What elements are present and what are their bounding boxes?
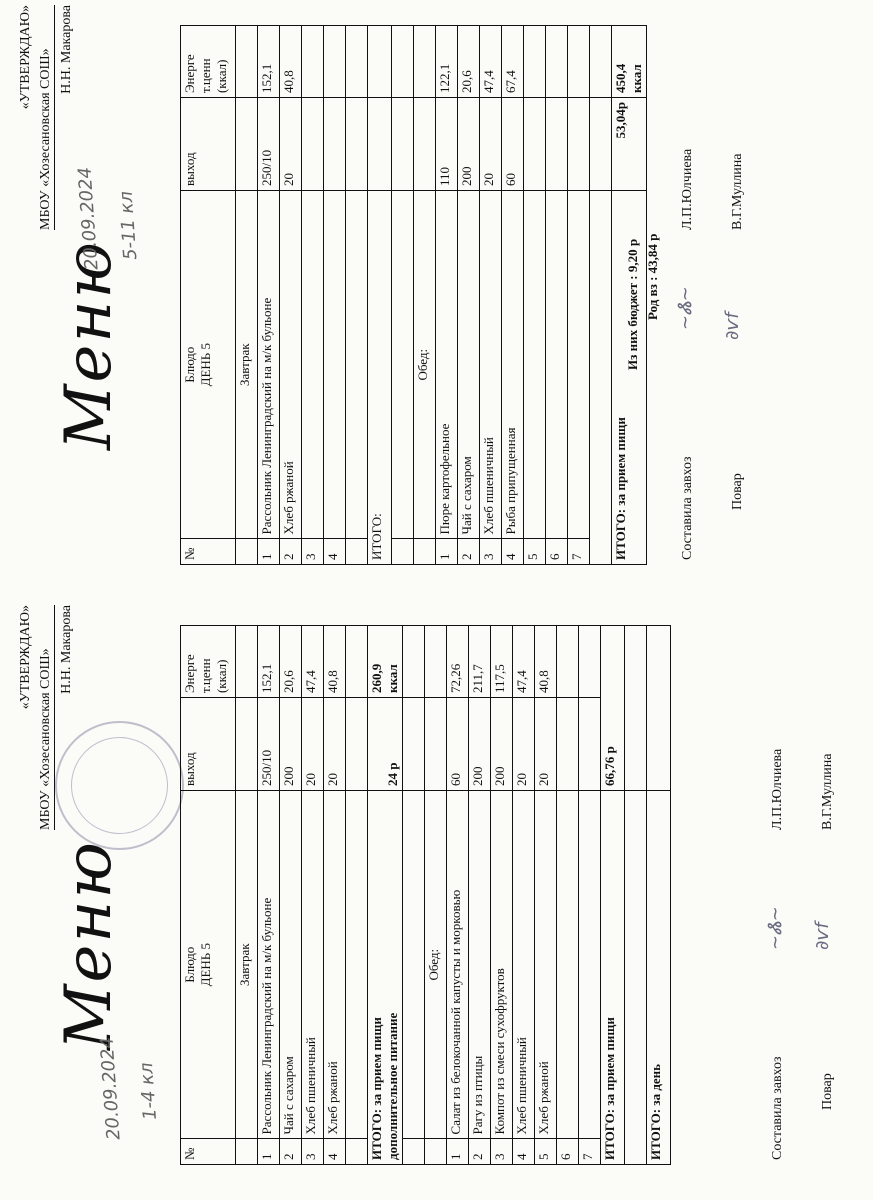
- total-breakfast-row: [368, 26, 392, 565]
- header-yield: выход: [181, 98, 236, 191]
- cell-energy: 152,1: [258, 26, 280, 98]
- approval-block: [18, 5, 75, 230]
- total-lunch-label: ИТОГО: за прием пищи: [601, 790, 625, 1164]
- total-breakfast-price: 24 р: [368, 698, 403, 791]
- cell-dish: Хлеб пшеничный: [513, 790, 535, 1138]
- cell-empty: [346, 698, 368, 791]
- cell-yield: 20: [302, 698, 324, 791]
- handwritten-classes: 5-11 кл: [115, 190, 142, 261]
- cell-yield: 20: [480, 98, 502, 191]
- cell-yield: [546, 98, 568, 191]
- header-energy: Энерге т.ценн (ккал): [181, 626, 236, 698]
- total-energy-value: 260,9: [369, 663, 384, 694]
- cell-empty: [346, 98, 368, 191]
- cell-energy: 117,5: [491, 626, 513, 698]
- approval-org: МБОУ «Хозесановская СОШ»: [38, 5, 55, 230]
- spacer-row: [625, 626, 647, 1165]
- cell-empty: [625, 790, 647, 1164]
- cell-num: 4: [324, 1139, 346, 1165]
- table-row: [258, 626, 280, 1165]
- cell-empty: [236, 698, 258, 791]
- table-header: [181, 26, 236, 565]
- cell-yield: 200: [280, 698, 302, 791]
- header-day-label: ДЕНЬ 5: [198, 943, 213, 987]
- cell-empty: [414, 26, 436, 98]
- cell-dish: Чай с сахаром: [458, 190, 480, 538]
- cell-energy: 40,8: [280, 26, 302, 98]
- cell-dish: [557, 790, 579, 1138]
- section-breakfast: Завтрак: [236, 790, 258, 1138]
- cell-num: 2: [280, 1139, 302, 1165]
- table-row: [535, 626, 557, 1165]
- cell-num: 4: [502, 539, 524, 565]
- cell-energy: [568, 26, 590, 98]
- cell-num: 4: [324, 539, 346, 565]
- total-lunch-price: 66,76 р: [601, 626, 625, 791]
- spacer-row: [590, 26, 612, 565]
- cook-name: В.Г.Муллина: [820, 753, 835, 830]
- storekeeper-label: Составила завхоз: [770, 1056, 785, 1160]
- menu-table: [180, 625, 671, 1165]
- spacer-row: [346, 26, 368, 565]
- cell-empty: [392, 190, 414, 538]
- cell-empty: [392, 26, 414, 98]
- cell-num: 1: [258, 539, 280, 565]
- cell-empty: [425, 698, 447, 791]
- cell-empty: [236, 1139, 258, 1165]
- total-lunch-energy: [612, 26, 647, 98]
- table-row: [557, 626, 579, 1165]
- table-row: [546, 26, 568, 565]
- menu-title: Меню: [52, 240, 126, 450]
- cell-dish: Рагу из птицы: [469, 790, 491, 1138]
- approval-director: Н.Н. Макарова: [59, 605, 74, 694]
- cell-dish: Салат из белокочанной капусты и морковью: [447, 790, 469, 1138]
- header-yield: выход: [181, 698, 236, 791]
- table-row: [447, 626, 469, 1165]
- cell-energy: [579, 626, 601, 698]
- cell-dish: [579, 790, 601, 1138]
- cell-num: 7: [579, 1139, 601, 1165]
- cell-empty: [590, 26, 612, 98]
- cell-empty: [346, 1139, 368, 1165]
- storekeeper-label: Составила завхоз: [680, 456, 695, 560]
- signature-icon: ~Ꮬ~: [675, 286, 696, 330]
- cell-energy: [557, 626, 579, 698]
- cell-num: 2: [469, 1139, 491, 1165]
- cell-empty: [403, 790, 425, 1138]
- total-lunch-price: 53,04р: [612, 98, 647, 191]
- cell-yield: [302, 98, 324, 191]
- cell-empty: [403, 626, 425, 698]
- cell-num: 2: [458, 539, 480, 565]
- menu-title: Меню: [52, 840, 126, 1050]
- cell-energy: [524, 26, 546, 98]
- storekeeper-name: Л.П.Юлчиева: [680, 148, 695, 230]
- table-row: [324, 626, 346, 1165]
- cell-empty: [236, 539, 258, 565]
- spacer-row: [392, 26, 414, 565]
- cell-dish: Хлеб пшеничный: [480, 190, 502, 538]
- cell-yield: 20: [324, 698, 346, 791]
- handwritten-classes: 1-4 кл: [136, 1061, 161, 1121]
- cell-yield: 200: [491, 698, 513, 791]
- cell-energy: 67,4: [502, 26, 524, 98]
- storekeeper-name: Л.П.Юлчиева: [770, 748, 785, 830]
- cell-dish: Рассольник Ленинградский на м/к бульоне: [258, 190, 280, 538]
- menu-grades-1-4: [0, 600, 873, 1200]
- cell-empty: [346, 539, 368, 565]
- cell-energy: 20,6: [458, 26, 480, 98]
- cell-empty: [425, 626, 447, 698]
- cell-yield: 200: [458, 98, 480, 191]
- cell-yield: 20: [280, 98, 302, 191]
- cell-dish: Пюре картофельное: [436, 190, 458, 538]
- cell-energy: 72,26: [447, 626, 469, 698]
- cell-empty: [346, 790, 368, 1138]
- header-energy: Энерге т.ценн (ккал): [181, 26, 236, 98]
- cell-energy: 40,8: [324, 626, 346, 698]
- cell-num: 5: [535, 1139, 557, 1165]
- cell-energy: 152,1: [258, 626, 280, 698]
- cell-dish: [568, 190, 590, 538]
- cell-energy: 40,8: [535, 626, 557, 698]
- cell-yield: [568, 98, 590, 191]
- cell-empty: [647, 626, 671, 791]
- cell-empty: [368, 26, 392, 98]
- table-row: [502, 26, 524, 565]
- cook-name: В.Г.Муллина: [730, 153, 745, 230]
- approval-director: Н.Н. Макарова: [59, 5, 74, 94]
- section-lunch: Обед:: [414, 190, 436, 538]
- cell-yield: 110: [436, 98, 458, 191]
- cell-empty: [403, 698, 425, 791]
- cell-yield: [557, 698, 579, 791]
- table-row: [324, 26, 346, 565]
- cell-empty: [625, 626, 647, 791]
- total-breakfast-label: ИТОГО:: [368, 190, 392, 564]
- total-energy-value: 450,4: [613, 63, 628, 94]
- section-row: [236, 626, 258, 1165]
- cell-energy: 47,4: [513, 626, 535, 698]
- total-energy-unit: ккал: [385, 664, 400, 694]
- total-breakfast-energy: [368, 626, 403, 698]
- table-row: [568, 26, 590, 565]
- header-num: №: [181, 1139, 236, 1165]
- cell-dish: Хлеб ржаной: [280, 190, 302, 538]
- handwritten-date: 20.09.2024: [74, 166, 103, 271]
- cell-energy: [324, 26, 346, 98]
- cell-energy: [302, 26, 324, 98]
- total-label-line2: дополнительное питание: [385, 1012, 400, 1160]
- cell-empty: [392, 539, 414, 565]
- parent-line: Род вз : 43,84 р: [645, 233, 660, 320]
- approval-label: «УТВЕРЖДАЮ»: [18, 605, 33, 710]
- cell-dish: [324, 190, 346, 538]
- table-row: [258, 26, 280, 565]
- cell-empty: [590, 190, 612, 564]
- section-lunch: Обед:: [425, 790, 447, 1138]
- section-row: [236, 26, 258, 565]
- cell-num: 4: [513, 1139, 535, 1165]
- approval-block: [18, 605, 75, 830]
- approval-org: МБОУ «Хозесановская СОШ»: [38, 605, 55, 830]
- table-row: [469, 626, 491, 1165]
- cell-empty: [414, 98, 436, 191]
- cell-yield: [524, 98, 546, 191]
- cell-empty: [425, 1139, 447, 1165]
- cell-num: 1: [258, 1139, 280, 1165]
- spacer-row: [346, 626, 368, 1165]
- cell-empty: [346, 190, 368, 538]
- cell-dish: [546, 190, 568, 538]
- cell-yield: 60: [447, 698, 469, 791]
- cell-dish: [524, 190, 546, 538]
- table-header: [181, 626, 236, 1165]
- cell-num: 2: [280, 539, 302, 565]
- cell-dish: Хлеб пшеничный: [302, 790, 324, 1138]
- total-lunch-row: [601, 626, 625, 1165]
- section-row: [414, 26, 436, 565]
- cell-yield: 250/10: [258, 698, 280, 791]
- cell-energy: 47,4: [480, 26, 502, 98]
- cell-empty: [368, 98, 392, 191]
- cell-energy: 47,4: [302, 626, 324, 698]
- total-breakfast-label: [368, 790, 403, 1164]
- signature-icon: ∂ѵf: [722, 312, 743, 340]
- cell-dish: Хлеб ржаной: [535, 790, 557, 1138]
- cook-label: Повар: [820, 1073, 835, 1110]
- total-day-label: ИТОГО: за день: [647, 790, 671, 1164]
- cell-empty: [590, 98, 612, 191]
- header-dish-label: Блюдо: [182, 946, 197, 983]
- cell-energy: 211,7: [469, 626, 491, 698]
- handwritten-date: 20.09.2024: [96, 1036, 125, 1141]
- header-num: №: [181, 539, 236, 565]
- cell-yield: 250/10: [258, 98, 280, 191]
- spacer-row: [403, 626, 425, 1165]
- table-row: [491, 626, 513, 1165]
- table-row: [302, 626, 324, 1165]
- cell-empty: [346, 26, 368, 98]
- cell-yield: 60: [502, 98, 524, 191]
- total-breakfast-row: [368, 626, 403, 1165]
- table-row: [280, 626, 302, 1165]
- cell-yield: 20: [535, 698, 557, 791]
- menu-table: [180, 25, 647, 565]
- cell-dish: Рассольник Ленинградский на м/к бульоне: [258, 790, 280, 1138]
- total-lunch-label: ИТОГО: за прием пищи: [612, 190, 647, 564]
- cell-yield: 20: [513, 698, 535, 791]
- cell-dish: Компот из смеси сухофруктов: [491, 790, 513, 1138]
- cell-yield: [324, 98, 346, 191]
- cell-energy: 122,1: [436, 26, 458, 98]
- cell-empty: [392, 98, 414, 191]
- cell-num: 6: [557, 1139, 579, 1165]
- table-row: [524, 26, 546, 565]
- table-row: [480, 26, 502, 565]
- table-row: [302, 26, 324, 565]
- total-energy-unit: ккал: [629, 64, 644, 94]
- cell-empty: [236, 626, 258, 698]
- total-label-line1: ИТОГО: за прием пищи: [369, 1017, 384, 1160]
- table-row: [513, 626, 535, 1165]
- signature-icon: ∂ѵf: [812, 922, 833, 950]
- cell-num: 7: [568, 539, 590, 565]
- section-breakfast: Завтрак: [236, 190, 258, 538]
- header-dish: [181, 190, 236, 538]
- header-day-label: ДЕНЬ 5: [198, 343, 213, 387]
- table-row: [458, 26, 480, 565]
- signature-icon: ~Ꮬ~: [765, 906, 786, 950]
- cell-empty: [403, 1139, 425, 1165]
- total-day-row: [647, 626, 671, 1165]
- cell-num: 3: [302, 539, 324, 565]
- header-dish: [181, 790, 236, 1138]
- approval-label: «УТВЕРЖДАЮ»: [18, 5, 33, 110]
- cook-label: Повар: [730, 473, 745, 510]
- cell-dish: [302, 190, 324, 538]
- cell-dish: Рыба припущенная: [502, 190, 524, 538]
- cell-yield: 200: [469, 698, 491, 791]
- cell-num: 5: [524, 539, 546, 565]
- cell-num: 1: [436, 539, 458, 565]
- cell-empty: [236, 26, 258, 98]
- cell-energy: [546, 26, 568, 98]
- cell-empty: [346, 626, 368, 698]
- header-dish-label: Блюдо: [182, 346, 197, 383]
- cell-yield: [579, 698, 601, 791]
- cell-dish: Чай с сахаром: [280, 790, 302, 1138]
- cell-dish: Хлеб ржаной: [324, 790, 346, 1138]
- table-row: [579, 626, 601, 1165]
- cell-num: 1: [447, 1139, 469, 1165]
- budget-line: Из них бюджет : 9,20 р: [625, 238, 640, 370]
- cell-num: 6: [546, 539, 568, 565]
- cell-empty: [236, 98, 258, 191]
- table-row: [280, 26, 302, 565]
- cell-num: 3: [491, 1139, 513, 1165]
- cell-energy: 20,6: [280, 626, 302, 698]
- cell-num: 3: [480, 539, 502, 565]
- cell-num: 3: [302, 1139, 324, 1165]
- table-row: [436, 26, 458, 565]
- cell-empty: [414, 539, 436, 565]
- section-row: [425, 626, 447, 1165]
